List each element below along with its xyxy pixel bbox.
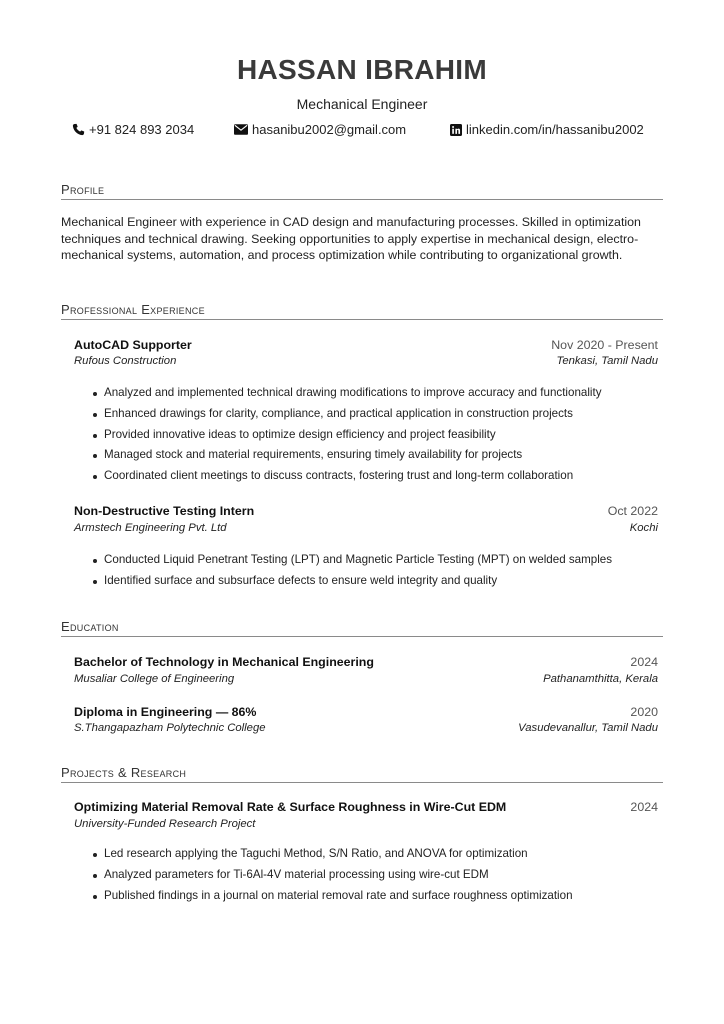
degree-name: Diploma in Engineering — 86% — [74, 705, 257, 719]
project-title: Optimizing Material Removal Rate & Surface Roughness in Wire-Cut EDM — [74, 800, 507, 814]
job-company: Armstech Engineering Pvt. Ltd — [74, 522, 227, 534]
phone-icon — [72, 123, 85, 136]
linkedin-icon — [450, 124, 462, 136]
linkedin-url[interactable]: linkedin.com/in/hassanibu2002 — [466, 122, 644, 137]
list-item: Analyzed and implemented technical drawing modifications to improve accuracy and functionality — [90, 383, 670, 404]
profile-heading: Profile — [61, 182, 663, 200]
job-dates: Nov 2020 - Present — [551, 338, 658, 352]
list-item: Conducted Liquid Penetrant Testing (LPT) and Magnetic Particle Testing (MPT) on welded samples — [90, 550, 670, 571]
list-item: Identified surface and subsurface defects to ensure weld integrity and quality — [90, 571, 670, 592]
job-header — [74, 504, 658, 518]
candidate-title: Mechanical Engineer — [296, 96, 428, 112]
list-item: Enhanced drawings for clarity, compliance, and practical application in construction projects — [90, 404, 670, 425]
job-title: AutoCAD Supporter — [74, 338, 192, 352]
job-bullets — [90, 383, 670, 487]
project-year: 2024 — [630, 800, 658, 814]
job-location: Kochi — [629, 522, 658, 534]
education-header — [74, 655, 658, 669]
list-item: Led research applying the Taguchi Method, S/N Ratio, and ANOVA for optimization — [90, 844, 670, 865]
candidate-name: HASSAN IBRAHIM — [237, 54, 487, 85]
job-subheader — [74, 522, 658, 534]
school-location: Vasudevanallur, Tamil Nadu — [518, 722, 658, 734]
phone-contact — [72, 122, 194, 137]
school-name: S.Thangapazham Polytechnic College — [74, 722, 266, 734]
education-header — [74, 705, 658, 719]
job-dates: Oct 2022 — [607, 504, 658, 518]
list-item: Published findings in a journal on material removal rate and surface roughness optimization — [90, 886, 670, 907]
phone-number: +91 824 893 2034 — [89, 122, 195, 137]
linkedin-contact[interactable] — [450, 122, 644, 137]
project-subheader — [74, 818, 658, 830]
project-bullets — [90, 844, 670, 906]
list-item: Coordinated client meetings to discuss contracts, fostering trust and long-term collaboration — [90, 466, 670, 487]
job-location: Tenkasi, Tamil Nadu — [556, 355, 658, 367]
graduation-year: 2020 — [630, 705, 658, 719]
projects-heading: Projects & Research — [61, 765, 663, 783]
profile-summary: Mechanical Engineer with experience in CAD design and manufacturing processes. Skilled in optimization techniques and technical drawing. Seeking opportunities to apply expertise in mechanical design, electro-mechanical systems, automation, and process optimization while contributing to organizational growth. — [61, 215, 641, 263]
job-company: Rufous Construction — [74, 355, 177, 367]
job-bullets — [90, 550, 670, 592]
school-location: Pathanamthitta, Kerala — [543, 673, 658, 685]
project-subtitle: University-Funded Research Project — [74, 818, 256, 830]
experience-heading: Professional Experience — [61, 302, 663, 320]
job-title: Non-Destructive Testing Intern — [74, 504, 255, 518]
email-address[interactable]: hasanibu2002@gmail.com — [252, 122, 407, 137]
project-header — [74, 800, 658, 814]
education-heading: Education — [61, 619, 663, 637]
education-subheader — [74, 673, 658, 685]
email-contact[interactable] — [234, 122, 406, 137]
list-item: Analyzed parameters for Ti-6Al-4V material processing using wire-cut EDM — [90, 865, 670, 886]
education-subheader — [74, 722, 658, 734]
degree-name: Bachelor of Technology in Mechanical Engineering — [74, 655, 374, 669]
graduation-year: 2024 — [630, 655, 658, 669]
list-item: Provided innovative ideas to optimize design efficiency and project feasibility — [90, 425, 670, 446]
list-item: Managed stock and material requirements, ensuring timely availability for projects — [90, 445, 670, 466]
school-name: Musaliar College of Engineering — [74, 673, 235, 685]
job-header — [74, 338, 658, 352]
job-subheader — [74, 355, 658, 367]
envelope-icon — [234, 124, 248, 135]
